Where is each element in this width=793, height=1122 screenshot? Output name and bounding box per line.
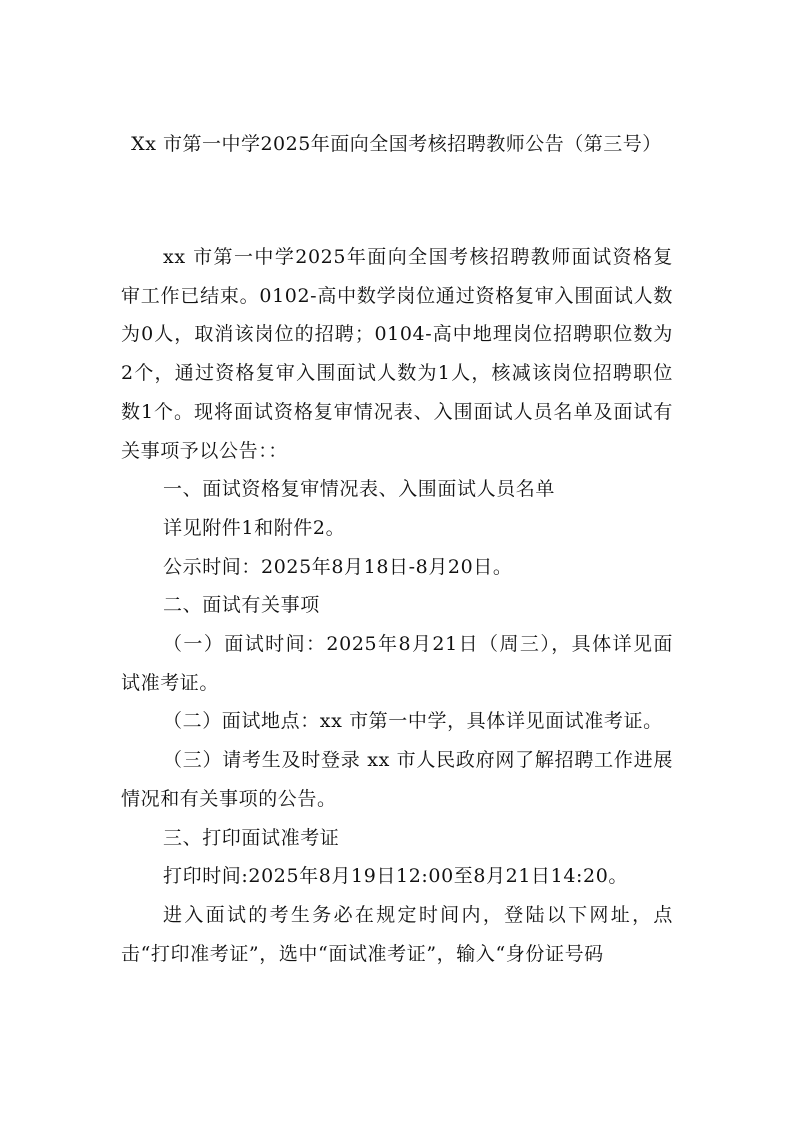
- document-body: [121, 238, 673, 973]
- interview-time: （一）面试时间：2025年8月21日（周三），具体详见面试准考证。: [121, 633, 673, 694]
- website-notice: （三）请考生及时登录 xx 市人民政府网了解招聘工作进展情况和有关事项的公告。: [121, 749, 673, 810]
- intro-paragraph: xx 市第一中学2025年面向全国考核招聘教师面试资格复审工作已结束。0102-高中数学岗位通过资格复审入围面试人数为0人，取消该岗位的招聘；0104-高中地理岗位招聘职位数为2个，通过资格复审入围面试人数为1人，核减该岗位招聘职位数1个。现将面试资格复审情况表、入围面试人员名单及面试有关事项予以公告：：: [121, 246, 673, 462]
- page-title: Xx 市第一中学2025年面向全国考核招聘教师公告（第三号）: [131, 133, 662, 155]
- section-heading-3: 三、打印面试准考证: [163, 826, 340, 849]
- publicity-period: 公示时间：2025年8月18日-8月20日。: [163, 555, 513, 578]
- interview-location: （二）面试地点：xx 市第一中学，具体详见面试准考证。: [163, 710, 663, 733]
- section-heading-1: 一、面试资格复审情况表、入围面试人员名单: [163, 478, 556, 501]
- print-time: 打印时间:2025年8月19日12:00至8月21日14:20。: [163, 865, 628, 888]
- section-heading-2: 二、面试有关事项: [163, 594, 320, 617]
- attachment-note: 详见附件1和附件2。: [163, 516, 346, 539]
- print-instructions: 进入面试的考生务必在规定时间内，登陆以下网址，点击“打印准考证”，选中“面试准考证”，输入“身份证号码: [121, 903, 673, 965]
